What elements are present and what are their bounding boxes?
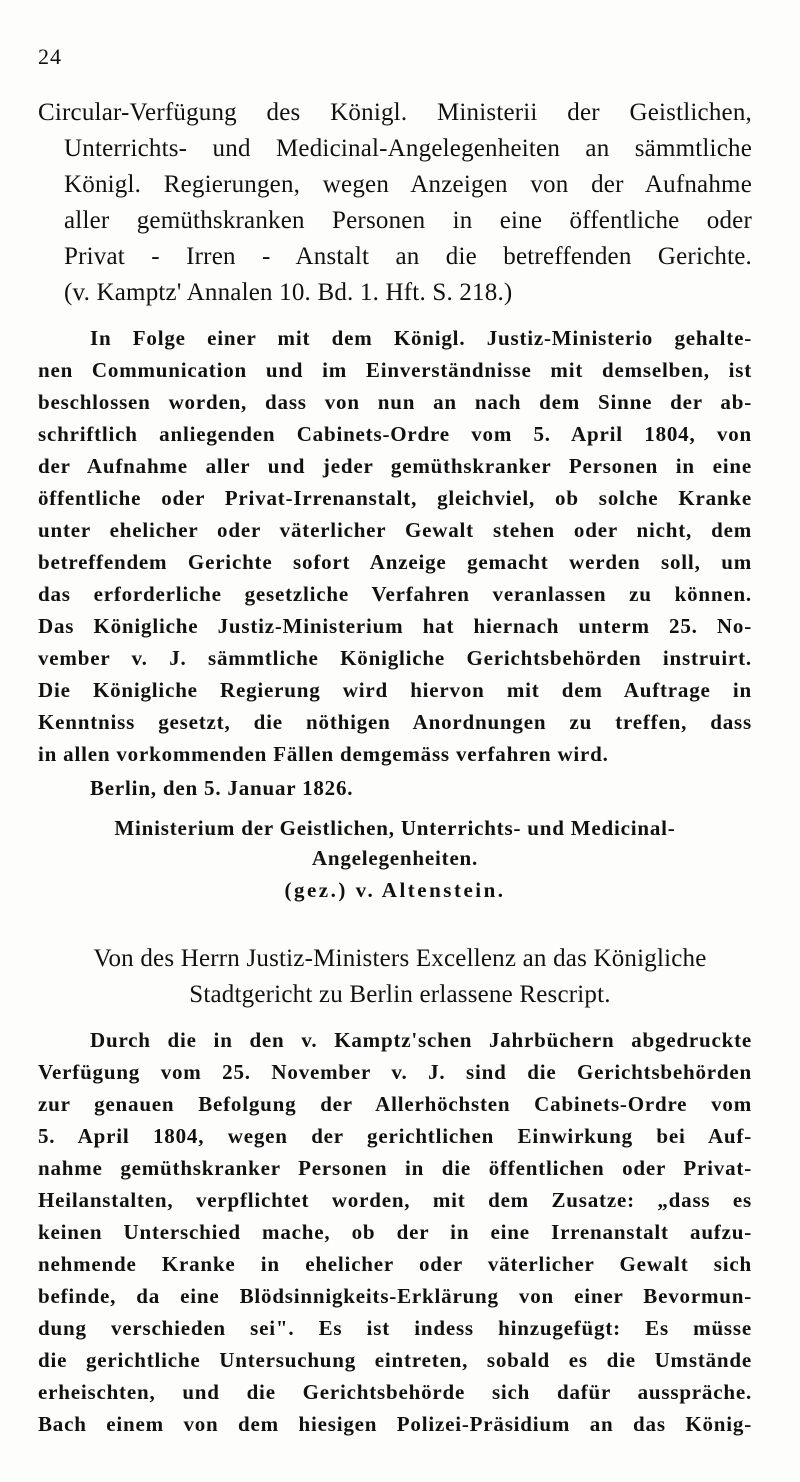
body-line: erheischten, und die Gerichtsbehörde sich dafür ausspräche. [38,1380,752,1404]
body-line: keinen Unterschied mache, ob der in eine Irrenanstalt aufzu- [38,1220,752,1244]
page-number: 24 [38,44,62,69]
body-line: das erforderliche gesetzliche Verfahren veranlassen zu können. [38,582,752,606]
date-line: Berlin, den 5. Januar 1826. [90,776,354,800]
body-line: dung verschieden sei". Es ist indess hinzugefügt: Es müsse [38,1316,752,1340]
heading-line: Unterrichts- und Medicinal-Angelegenheiten an sämmtliche [64,135,752,162]
body-line: beschlossen worden, dass von nun an nach dem Sinne der ab- [38,390,752,414]
body-line: nahme gemüthskranker Personen in die öffentlichen oder Privat- [38,1156,752,1180]
body-line: Verfügung vom 25. November v. J. sind die Gerichtsbehörden [38,1060,752,1084]
body-line: öffentliche oder Privat-Irrenanstalt, gleichviel, ob solche Kranke [38,486,752,510]
body-line: Die Königliche Regierung wird hiervon mit dem Auftrage in [38,678,752,702]
body-line: betreffendem Gerichte sofort Anzeige gemacht werden soll, um [38,550,752,574]
body-line: Heilanstalten, verpflichtet worden, mit dem Zusatze: „dass es [38,1188,752,1212]
body-line: nen Communication und im Einverständnisse mit demselben, ist [38,358,752,382]
heading-line: Von des Herrn Justiz-Ministers Excellenz an das Königliche [93,945,707,972]
signature-line: (gez.) v. Altenstein. [284,878,506,902]
heading-line: aller gemüthskranken Personen in eine öffentliche oder [64,207,752,234]
heading-line: Stadtgericht zu Berlin erlassene Rescript. [189,981,611,1008]
body-line: Das Königliche Justiz-Ministerium hat hiernach unterm 25. No- [38,614,752,638]
heading-line: Circular-Verfügung des Königl. Ministerii der Geistlichen, [38,99,752,126]
body-line: der Aufnahme aller und jeder gemüthskranker Personen in eine [38,454,752,478]
body-line: vember v. J. sämmtliche Königliche Gerichtsbehörden instruirt. [38,646,752,670]
body-line: befinde, da eine Blödsinnigkeits-Erklärung von einer Bevormun- [38,1284,752,1308]
signature-line: Angelegenheiten. [311,846,479,870]
body-line: 5. April 1804, wegen der gerichtlichen Einwirkung bei Auf- [38,1124,752,1148]
body-line: die gerichtliche Untersuchung eintreten, sobald es die Umstände [38,1348,752,1372]
body-line: Bach einem von dem hiesigen Polizei-Präsidium an das König- [38,1412,752,1436]
heading-line: Königl. Regierungen, wegen Anzeigen von der Aufnahme [64,171,752,198]
body-line: unter ehelicher oder väterlicher Gewalt stehen oder nicht, dem [38,518,752,542]
body-line: zur genauen Befolgung der Allerhöchsten Cabinets-Ordre vom [38,1092,752,1116]
body-line: nehmende Kranke in ehelicher oder väterlicher Gewalt sich [38,1252,752,1276]
heading-line: Privat - Irren - Anstalt an die betreffenden Gerichte. [64,243,752,270]
body-line: in allen vorkommenden Fällen demgemäss verfahren wird. [38,742,609,766]
heading-line: (v. Kamptz' Annalen 10. Bd. 1. Hft. S. 218.) [64,279,513,306]
body-line: schriftlich anliegenden Cabinets-Ordre vom 5. April 1804, von [38,422,752,446]
body-line: In Folge einer mit dem Königl. Justiz-Ministerio gehalte- [90,326,752,350]
body-line: Kenntniss gesetzt, die nöthigen Anordnungen zu treffen, dass [38,710,752,734]
signature-line: Ministerium der Geistlichen, Unterrichts- und Medicinal- [114,816,676,840]
body-line: Durch die in den v. Kamptz'schen Jahrbüchern abgedruckte [90,1028,752,1052]
